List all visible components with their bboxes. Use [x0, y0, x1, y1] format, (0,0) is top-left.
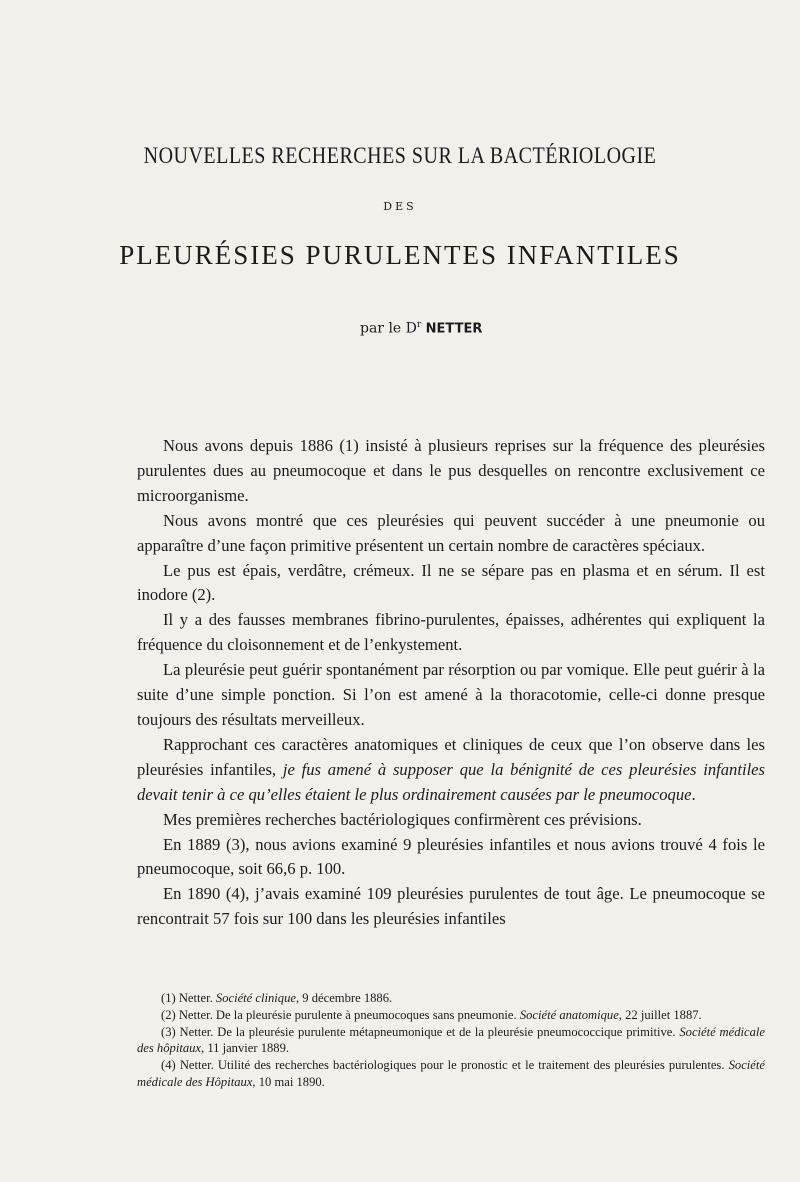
footnote [137, 1007, 765, 1024]
footnote [137, 990, 765, 1007]
text-segment: Mes premières recherches bactériologiques confirmèrent ces prévisions. [163, 809, 642, 829]
text-segment: (4) Netter. Utilité des recherches bactériologiques pour le pronostic et le traitement des pleurésies purulentes. [161, 1058, 729, 1073]
paragraph [137, 434, 765, 509]
paragraph [137, 882, 765, 932]
author-prefix: par le D [360, 320, 417, 337]
main-title: PLEURÉSIES PURULENTES INFANTILES [119, 240, 681, 270]
text-segment: Rapprochant ces caractères anatomiques et cliniques de ceux que l’on observe dans les pleurésies infantiles, [137, 734, 765, 779]
body-text [137, 434, 765, 932]
text-segment: (3) Netter. De la pleurésie purulente métapneumonique et de la pleurésie pneumococcique primitive. [161, 1024, 680, 1039]
paragraph [137, 559, 765, 609]
text-segment: , 22 juillet 1887. [618, 1007, 702, 1022]
text-segment: Le pus est épais, verdâtre, crémeux. Il ne se sépare pas en plasma et en sérum. Il est inodore (2). [137, 560, 765, 605]
text-segment: . [691, 784, 696, 804]
paragraph [137, 808, 765, 833]
text-segment: La pleurésie peut guérir spontanément par résorption ou par vomique. Elle peut guérir à la suite d’une simple ponction. Si l’on est amené à la thoracotomie, celle-ci donne presque toujours des résultats merveilleux. [137, 660, 765, 729]
italic-segment: je fus amené à supposer que la bénignité de ces pleurésies infantiles devait tenir à ce qu’elles étaient le plus ordinairement causées par le pneumocoque [137, 759, 765, 804]
text-segment: En 1889 (3), nous avions examiné 9 pleurésies infantiles et nous avions trouvé 4 fois le pneumocoque, soit 66,6 p. 100. [137, 834, 765, 879]
footnote [137, 1024, 765, 1058]
text-segment: , 11 janvier 1889. [201, 1041, 290, 1056]
author-sup: r [416, 320, 422, 330]
text-segment: (2) Netter. De la pleurésie purulente à pneumocoques sans pneumonie. [161, 1007, 520, 1022]
text-segment: Il y a des fausses membranes fibrino-purulentes, épaisses, adhérentes qui expliquent la fréquence du cloisonnement et de l’enkystement. [137, 610, 765, 655]
text-segment: , 10 mai 1890. [252, 1074, 325, 1089]
paragraph [137, 509, 765, 559]
text-segment: (1) Netter. [161, 991, 216, 1005]
text-segment: En 1890 (4), j’avais examiné 109 pleurésies purulentes de tout âge. Le pneumocoque se rencontrait 57 fois sur 100 dans les pleurésies infantiles [137, 884, 765, 929]
paragraph [137, 608, 765, 658]
author-line [360, 320, 482, 337]
paragraph [137, 658, 765, 733]
italic-segment: Société médicale des Hôpitaux [137, 1058, 765, 1089]
title-line-1: NOUVELLES RECHERCHES SUR LA BACTÉRIOLOGIE [143, 143, 657, 169]
text-segment: , 9 décembre 1886. [295, 991, 393, 1005]
footnote [137, 1057, 765, 1091]
author-name: NETTER [425, 321, 483, 337]
text-segment: Nous avons montré que ces pleurésies qui peuvent succéder à une pneumonie ou apparaître d’une façon primitive présentent un certain nombre de caractères spéciaux. [137, 510, 765, 555]
paragraph [137, 733, 765, 808]
italic-segment: Société clinique [215, 991, 296, 1005]
italic-segment: Société médicale des hôpitaux [137, 1024, 765, 1056]
footnotes [137, 990, 765, 1091]
italic-segment: Société anatomique [519, 1007, 619, 1022]
title-line-2: DES [383, 200, 417, 213]
text-segment: Nous avons depuis 1886 (1) insisté à plusieurs reprises sur la fréquence des pleurésies purulentes dues au pneumocoque et dans le pus desquelles on rencontre exclusivement ce microorganisme. [137, 436, 765, 505]
paragraph [137, 833, 765, 883]
